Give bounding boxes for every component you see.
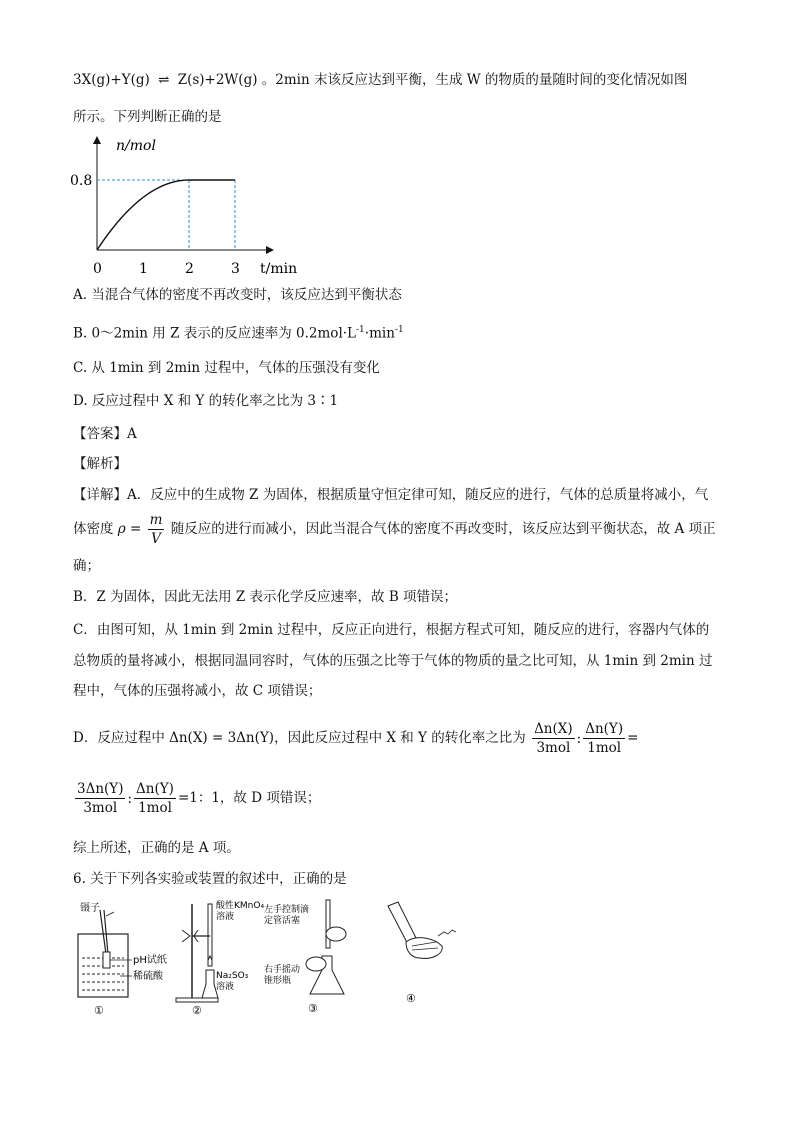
right-hand-label-1: 右手摇动 (264, 965, 301, 975)
reactants: 3X(g)+Y(g) (73, 72, 150, 88)
products: Z(s)+2W(g) (177, 72, 258, 88)
detail-d-line2: $\frac{3\Delta n(Y)}{\text{3mol}}$ : $\frac{\Delta n(Y)}{\text{1mol}}$ =1：1，故 D 项错误； (77, 781, 321, 816)
na2so3-label: Na₂SO₃ (216, 971, 249, 981)
x-tick-3: 3 (231, 261, 240, 277)
x-tick-0: 0 (93, 261, 102, 277)
y-tick-0.8: 0.8 (70, 173, 93, 189)
figure-2-number: ② (192, 1004, 202, 1017)
figure-3-number: ③ (308, 1002, 318, 1015)
detail-c-line2: 总物质的量将减小，根据同温同容时，气体的压强之比等于气体的物质的量之比可知，从 1min 到 2min 过 (73, 653, 713, 669)
dilute-acid-label: 稀硫酸 (133, 971, 163, 982)
tweezers-label: 镊子 (80, 903, 100, 914)
answer: 【答案】A (73, 426, 137, 442)
summary: 综上所述，正确的是 A 项。 (73, 840, 240, 856)
question-tail: 所示。下列判断正确的是 (73, 109, 222, 125)
right-hand-label-2: 锥形瓶 (264, 976, 292, 986)
x-tick-2: 2 (185, 261, 194, 277)
figure-3-titration (262, 898, 372, 1018)
figure-1-number: ① (94, 1004, 104, 1017)
detail-a-line1: 【详解】A．反应中的生成物 Z 为固体，根据质量守恒定律可知，随反应的进行，气体的总质量将减小，气 (73, 487, 709, 503)
figure-4-test-tube (372, 898, 472, 1008)
figure-4-number: ④ (406, 992, 416, 1005)
x-tick-1: 1 (139, 261, 148, 277)
mole-time-chart (70, 130, 310, 280)
option-a: A. 当混合气体的密度不再改变时，该反应达到平衡状态 (73, 287, 402, 303)
detail-c-line3: 程中，气体的压强将减小，故 C 项错误； (73, 683, 322, 699)
detail-a-line3: 确； (73, 558, 100, 574)
option-c: C. 从 1min 到 2min 过程中，气体的压强没有变化 (73, 360, 380, 376)
y-axis-label: n/mol (116, 138, 156, 154)
equation-tail: 。2min 末该反应达到平衡，生成 W 的物质的量随时间的变化情况如图 (261, 72, 688, 88)
figure-2-burette (170, 898, 270, 1018)
option-b: B. 0～2min 用 Z 表示的反应速率为 $0.2mol\cdot L^{-1}\cdot\min^{-1}$ (73, 325, 404, 342)
left-hand-label-2: 定管活塞 (264, 916, 301, 926)
reaction-equation-line (73, 70, 687, 90)
detail-d-line1: D．反应过程中 Δn(X) = 3Δn(Y)，因此反应过程中 X 和 Y 的转化率之比为 $\frac{\Delta n(X)}{\text{3mol}}$ : $\frac{\Delta n(Y)}{\text{1mol}}$ = (73, 721, 639, 756)
series-curve (97, 180, 189, 250)
analysis-title: 【解析】 (73, 456, 127, 472)
left-hand-label-1: 左手控制滴 (264, 905, 310, 915)
figure-1-beaker (70, 902, 180, 1017)
detail-c-line1: C．由图可知，从 1min 到 2min 过程中，反应正向进行，根据方程式可知，随反应的进行，容器内气体的 (73, 622, 710, 638)
question-6: 6. 关于下列各实验或装置的叙述中，正确的是 (73, 871, 347, 887)
x-axis-label: t/min (260, 261, 298, 277)
kmno4-label: 酸性KMnO₄ (216, 901, 265, 911)
option-d: D. 反应过程中 X 和 Y 的转化率之比为 3∶1 (73, 393, 339, 409)
na2so3-solution-label: 溶液 (216, 982, 235, 992)
equilibrium-arrow: ⇌ (158, 72, 170, 88)
kmno4-solution-label: 溶液 (216, 912, 235, 922)
detail-b: B．Z 为固体，因此无法用 Z 表示化学反应速率，故 B 项错误； (73, 589, 458, 605)
ph-paper-label: pH试纸 (133, 955, 167, 966)
detail-a-line2: 体密度 ρ = $\frac{m}{V}$ 随反应的进行而减小，因此当混合气体的密度不再改变时，该反应达到平衡状态，故 A 项正 (73, 512, 716, 547)
